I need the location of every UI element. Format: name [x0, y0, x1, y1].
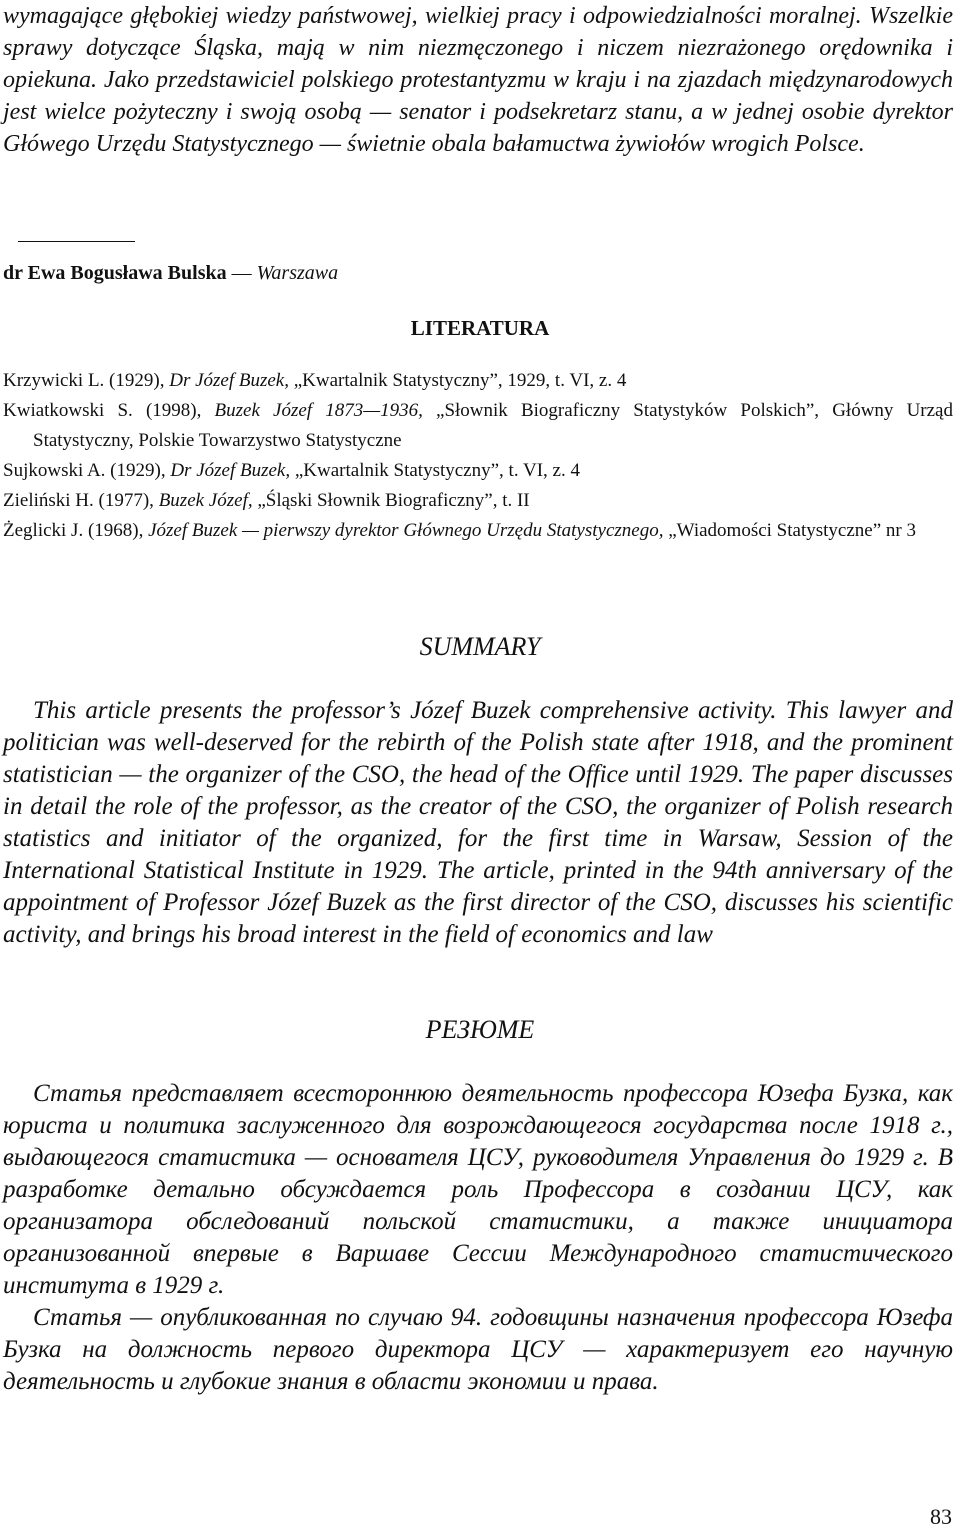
reference-title: Dr Józef Buzek, [169, 370, 294, 391]
reference-title: Buzek Józef 1873—1936, [214, 400, 437, 421]
author-dash: — [226, 262, 257, 284]
summary-text [3, 695, 953, 951]
reference-author: Krzywicki L. (1929), [3, 370, 170, 391]
reference-item [3, 516, 953, 546]
summary-paragraph: This article presents the professor’s Józef Buzek comprehensive activity. This lawyer and politician was well-deserved for the rebirth of the Polish state after 1918, and the prominent statistician — the organizer of the CSO, the head of the Office until 1929. The paper discusses in detail the role of the professor, as the creator of the CSO, the organizer of Polish research statistics and initiator of the organized, for the first time in Warsaw, Session of the International Statistical Institute in 1929. The article, printed in the 94th anniversary of the appointment of Professor Józef Buzek as the first director of the CSO, discusses his scientific activity, and brings his broad interest in the field of economics and law [3, 697, 953, 948]
reference-title: Józef Buzek — pierwszy dyrektor Głównego Urzędu Statystycznego, [148, 520, 669, 541]
reference-source: „Słownik Biograficzny Statystyków Polskich”, Główny Urząd Statystyczny, Polskie Towarzystwo Statystyczne [33, 400, 953, 451]
summary-heading: SUMMARY [419, 632, 541, 661]
reference-item [3, 486, 953, 516]
author-signature [3, 260, 338, 286]
reference-source: „Wiadomości Statystyczne” nr 3 [668, 520, 916, 541]
resume-paragraph: Статья — опубликованная по случаю 94. годовщины назначения профессора Юзефа Бузка на должность первого директора ЦСУ — характеризует его научную деятельность и глубокие знания в области экономии и права. [3, 1304, 953, 1395]
reference-author: Kwiatkowski S. (1998), [3, 400, 215, 421]
reference-list [3, 366, 953, 546]
intro-paragraph: wymagające głębokiej wiedzy państwowej, wielkiej pracy i odpowiedzialności moralnej. Wszelkie sprawy dotyczące Śląska, mają w nim niezmęczonego i niczem niezrażonego orędownika i opiekuna. Jako przedstawiciel polskiego protestantyzmu w kraju i na zjazdach międzynarodowych jest wielce pożyteczny i swoją osobą — senator i podsekretarz stanu, a w jednej osobie dyrektor Główego Urzędu Statystycznego — świetnie obala bałamuctwa żywiołów wrogich Polsce. [3, 3, 953, 157]
literature-heading: LITERATURA [410, 316, 550, 340]
reference-author: Zieliński H. (1977), [3, 490, 159, 511]
reference-author: Sujkowski A. (1929), [3, 460, 171, 481]
reference-title: Buzek Józef, [158, 490, 258, 511]
resume-heading: РЕЗЮМЕ [425, 1015, 535, 1044]
reference-item [3, 396, 953, 456]
reference-source: „Kwartalnik Statystyczny”, 1929, t. VI, z. 4 [293, 370, 627, 391]
reference-source: „Kwartalnik Statystyczny”, t. VI, z. 4 [294, 460, 580, 481]
reference-item [3, 456, 953, 486]
resume-text [3, 1078, 953, 1398]
reference-source: „Śląski Słownik Biograficzny”, t. II [257, 490, 530, 511]
reference-title: Dr Józef Buzek, [170, 460, 295, 481]
reference-item [3, 366, 953, 396]
author-name: dr Ewa Bogusława Bulska [3, 262, 227, 284]
author-separator-rule [18, 241, 135, 242]
resume-paragraph: Статья представляет всестороннюю деятельность профессора Юзефа Бузка, как юриста и политика заслуженного для возрождающегося государства после 1918 г., выдающегося статистика — основателя ЦСУ, руководителя Управления до 1929 г. В разработке детально обсуждается роль Профессора в создании ЦСУ, как организатора обследований польской статистики, а также инициатора организованной впервые в Варшаве Сессии Международного статистического института в 1929 г. [3, 1080, 953, 1299]
reference-author: Żeglicki J. (1968), [3, 520, 149, 541]
author-city: Warszawa [256, 262, 339, 284]
page-number: 83 [930, 1504, 952, 1529]
